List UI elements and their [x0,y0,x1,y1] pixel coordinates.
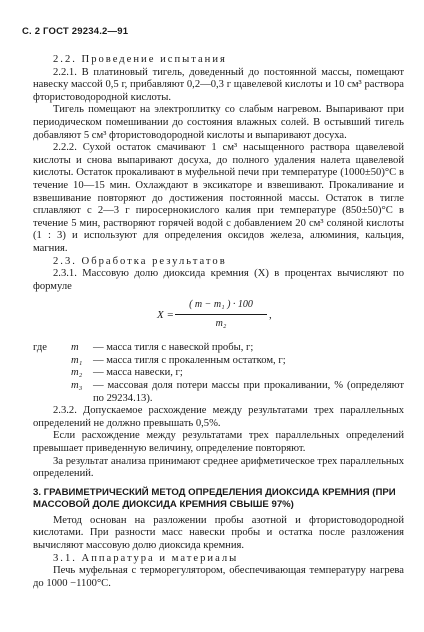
formula-fraction [175,299,267,330]
section-3-1-heading: 3.1. Аппаратура и материалы [53,552,239,564]
formula-lhs: X = [157,309,174,322]
formula-denominator: m₂ [215,317,227,329]
definition-row: m₂ — масса навески, г; [71,367,183,379]
section-3-title: 3. ГРАВИМЕТРИЧЕСКИЙ МЕТОД ОПРЕДЕЛЕНИЯ ДИОКСИДА КРЕМНИЯ (ПРИ МАССОВОЙ ДОЛЕ ДИОКСИДА КРЕМНИЯ СВЫШЕ 97%) [33,486,396,510]
fraction-bar [175,314,267,315]
document-body [33,54,404,590]
paragraph-result: За результат анализа принимают среднее арифметическое трех параллельных определений. [33,455,404,480]
definition-row: m₃ — массовая доля потери массы при прокаливании, % (определяют по 29234.13). [71,380,404,404]
definition-row: где m — масса тигля с навеской пробы, г; [33,342,254,354]
paragraph-method: Метод основан на разложении пробы азотной и фтористоводородной кислотами. При разности масс навески пробы и остатка после разложения вычисляют массовую долю диоксида кремния. [33,514,404,551]
paragraph-repeat: Если расхождение между результатами трех параллельных определений превышает приведенную величину, определение повторяют. [33,430,404,455]
variable-definitions [33,342,404,405]
section-2-2-heading: 2.2. Проведение испытания [53,54,227,65]
paragraph-crucible: Тигель помещают на электроплитку со слабым нагревом. Выпаривают при периодическом помешивании до состояния влажных солей. В остывший тигель добавляют 5 см³ фтористоводородной кислоты и выпаривают досуха. [33,104,404,141]
formula-block [33,295,404,339]
formula-numerator: ( m − m₁ ) · 100 [189,299,253,311]
paragraph-furnace: Печь муфельная с терморегулятором, обеспечивающая температуру нагрева до 1000 −1100°С. [33,565,404,589]
paragraph-2-2-1: 2.2.1. В платиновый тигель, доведенный до постоянной массы, помещают навеску массой 0,5 г, прибавляют 0,2—0,3 г щавелевой кислоты и 10 см³ раствора фтористоводородной кислоты. [33,66,404,103]
paragraph-2-2-2: 2.2.2. Сухой остаток смачивают 1 см³ насыщенного раствора щавелевой кислоты и снова выпаривают досуха, до полного удаления налета щавелевой кислоты. Остаток прокаливают в муфельной печи при температуре (1000±50)°С в течение 10—15 мин. Охлаждают в эксикаторе и взвешивают. Прокаливание и взвешивание повторяют до достижения постоянной массы. Остаток в тигле сплавляют с 2—3 г пиросернокислого калия при температуре (850±50)°С в течение 5 мин, растворяют горячей водой с добавлением 20 см³ соляной кислоты (1 : 3) и используют для определения оксидов железа, алюминия, кальция, магния. [33,142,404,254]
formula-trail: , [269,309,272,322]
page-header: С. 2 ГОСТ 29234.2—91 [22,26,129,37]
section-2-3-heading: 2.3. Обработка результатов [53,255,227,267]
paragraph-2-3-2: 2.3.2. Допускаемое расхождение между результатами трех параллельных определений не должно превышать 0,5%. [33,405,404,429]
definition-row: m₁ — масса тигля с прокаленным остатком, г; [71,354,286,366]
paragraph-2-3-1: 2.3.1. Массовую долю диоксида кремния (X) в процентах вычисляют по формуле [33,268,404,292]
